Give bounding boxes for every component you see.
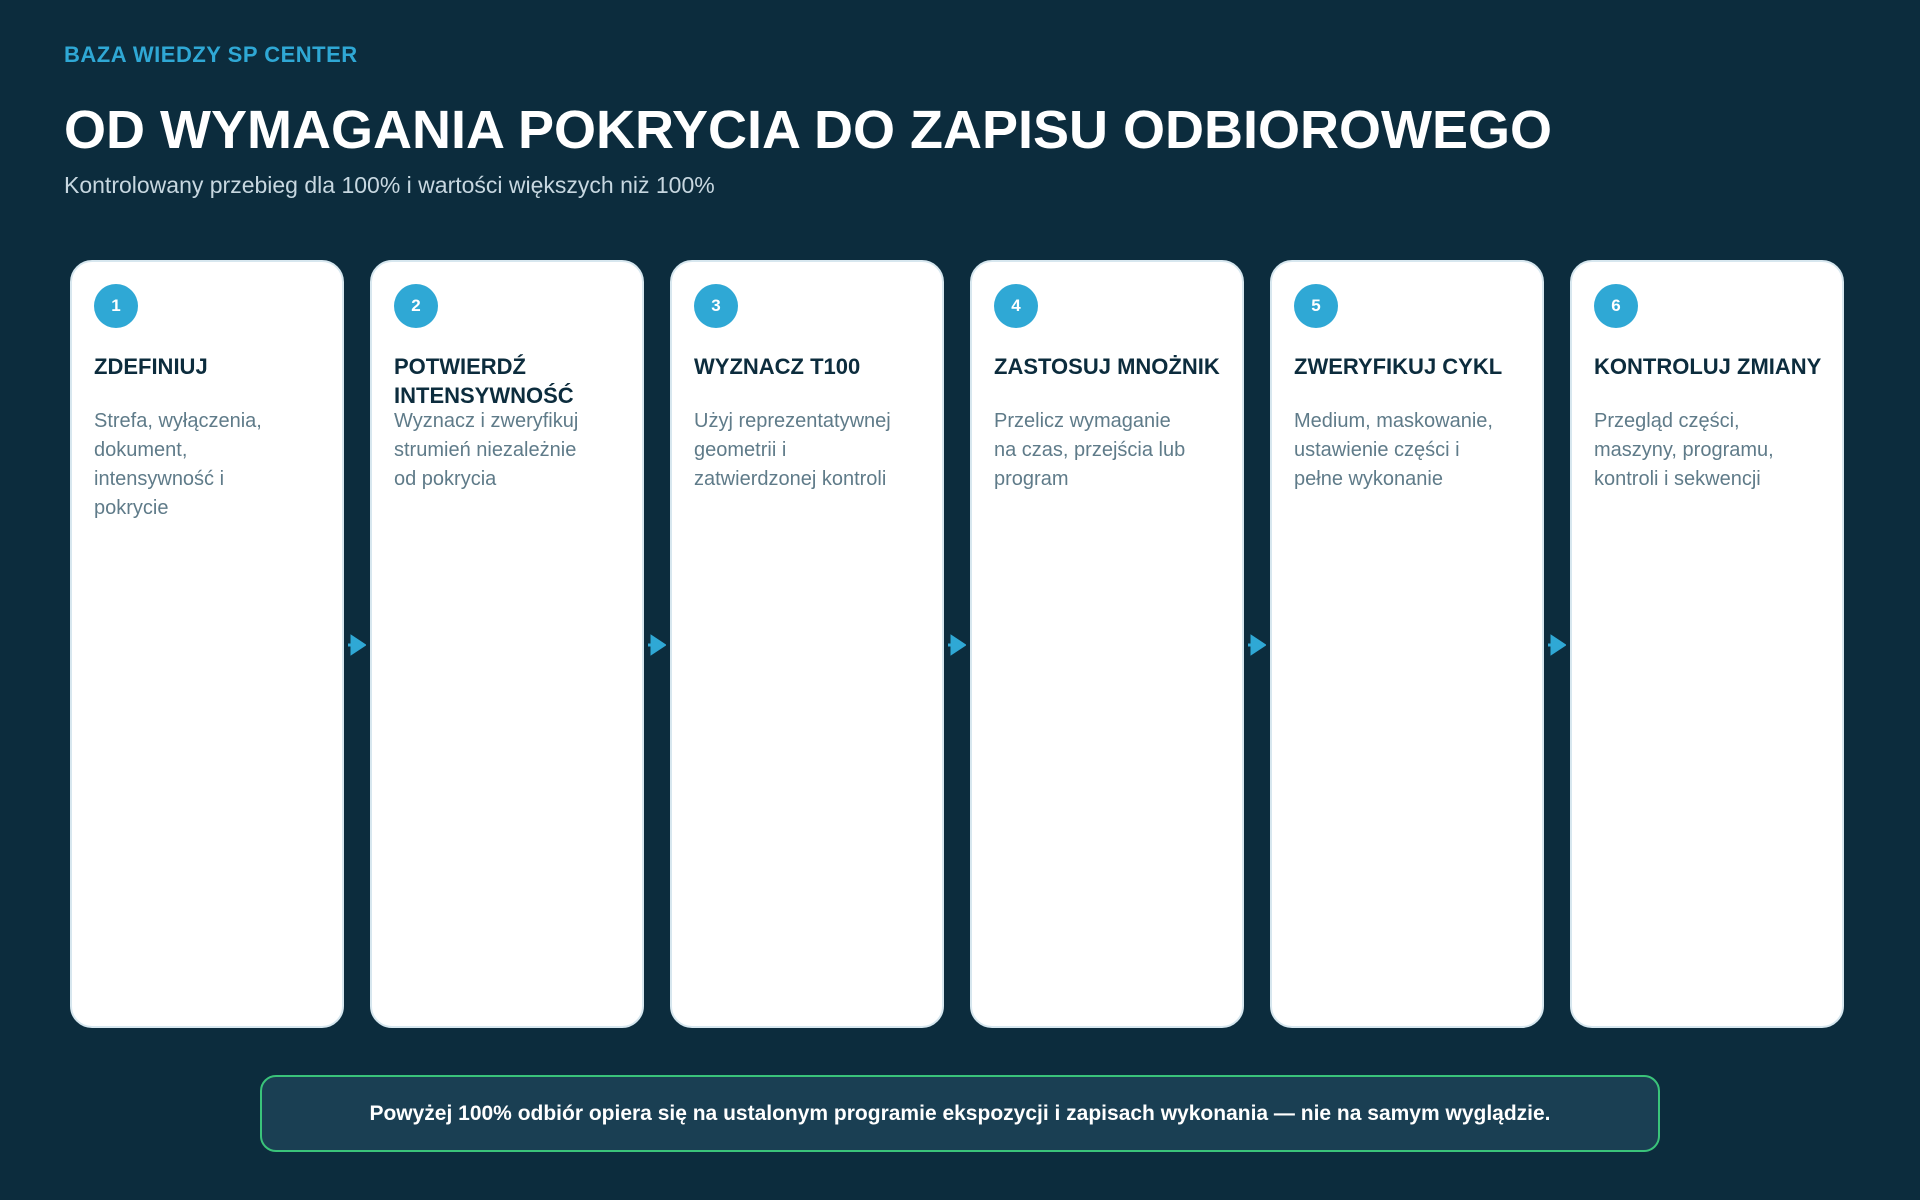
step-title: KONTROLUJ ZMIANY: [1594, 354, 1822, 379]
summary-note: [260, 1075, 1660, 1152]
arrow-right-icon: [1548, 634, 1566, 656]
step-card-1: [70, 260, 344, 1028]
step-card-4: [970, 260, 1244, 1028]
step-card-3: [670, 260, 944, 1028]
page-title: OD WYMAGANIA POKRYCIA DO ZAPISU ODBIOROWEGO: [64, 100, 1553, 160]
step-card-2: [370, 260, 644, 1028]
eyebrow-label: BAZA WIEDZY SP CENTER: [64, 42, 358, 67]
step-number-badge: 3: [694, 284, 738, 328]
arrow-right-icon: [348, 634, 366, 656]
summary-note-text: Powyżej 100% odbiór opiera się na ustalonym programie ekspozycji i zapisach wykonania — nie na samym wyglądzie.: [369, 1101, 1551, 1125]
arrow-right-icon: [648, 634, 666, 656]
page-subtitle: Kontrolowany przebieg dla 100% i wartości większych niż 100%: [64, 172, 715, 198]
step-number-badge: 4: [994, 284, 1038, 328]
step-card-6: [1570, 260, 1844, 1028]
step-card-5: [1270, 260, 1544, 1028]
process-steps: [70, 260, 1848, 1030]
step-description: Przegląd części, maszyny, programu, kontroli i sekwencji: [1594, 410, 1774, 490]
step-description: Przelicz wymaganie na czas, przejścia lub program: [994, 410, 1186, 490]
arrow-right-icon: [1248, 634, 1266, 656]
step-number-badge: 2: [394, 284, 438, 328]
step-title: POTWIERDŹ INTENSYWNOŚĆ: [394, 354, 574, 408]
step-number-badge: 6: [1594, 284, 1638, 328]
step-number-badge: 1: [94, 284, 138, 328]
step-title: ZASTOSUJ MNOŻNIK: [994, 354, 1220, 379]
step-description: Użyj reprezentatywnej geometrii i zatwierdzonej kontroli: [694, 410, 891, 490]
arrow-right-icon: [948, 634, 966, 656]
step-title: ZDEFINIUJ: [94, 354, 208, 379]
step-description: Strefa, wyłączenia, dokument, intensywność i pokrycie: [94, 410, 262, 519]
step-description: Wyznacz i zweryfikuj strumień niezależnie od pokrycia: [394, 410, 579, 490]
step-title: ZWERYFIKUJ CYKL: [1294, 354, 1503, 379]
step-description: Medium, maskowanie, ustawienie części i pełne wykonanie: [1294, 410, 1493, 490]
step-title: WYZNACZ T100: [694, 354, 861, 379]
step-number-badge: 5: [1294, 284, 1338, 328]
